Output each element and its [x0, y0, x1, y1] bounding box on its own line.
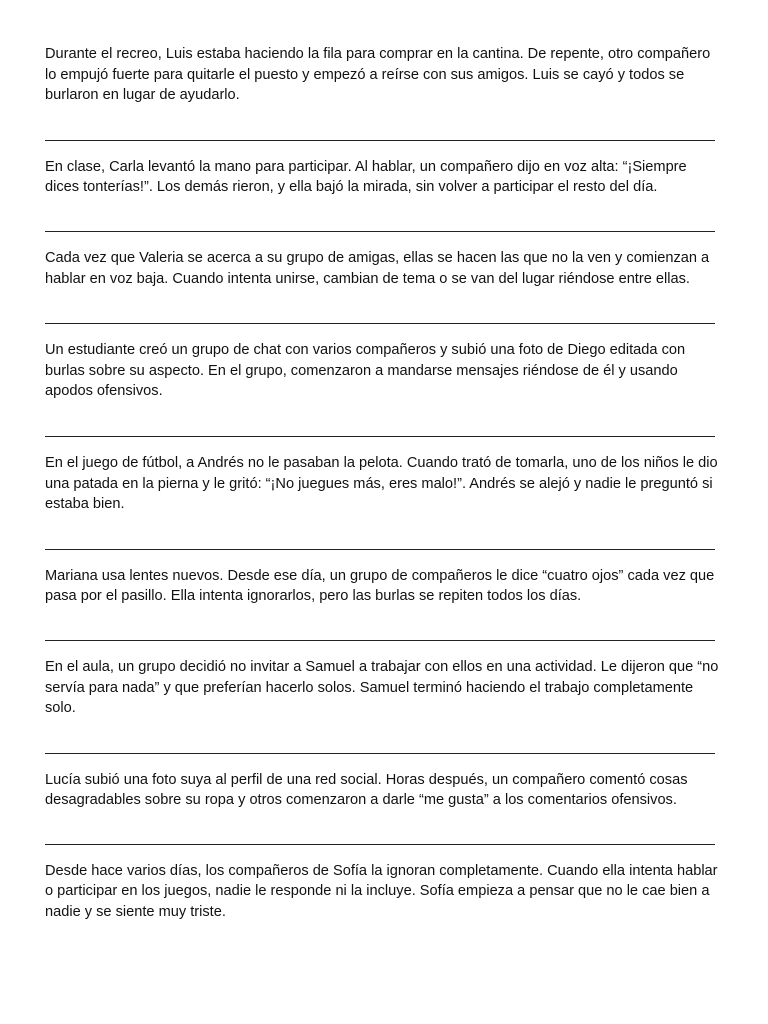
scenario-text: En el juego de fútbol, a Andrés no le pasaban la pelota. Cuando trató de tomarla, uno de los niños le dio una patada en la pierna y le gritó: “¡No juegues más, eres malo!”. Andrés se alejó y nadie le preguntó si estaba bien.: [45, 454, 718, 513]
scenario-text: En clase, Carla levantó la mano para participar. Al hablar, un compañero dijo en voz alta: “¡Siempre dices tonterías!”. Los demás rieron, y ella bajó la mirada, sin volver a participar el resto del día.: [45, 158, 687, 196]
answer-line[interactable]: [45, 640, 715, 641]
answer-line[interactable]: [45, 844, 715, 845]
scenario-9: [45, 861, 721, 923]
answer-line[interactable]: [45, 140, 715, 141]
scenario-4: [45, 340, 721, 437]
worksheet-page: [45, 44, 721, 923]
answer-line[interactable]: [45, 323, 715, 324]
scenario-text: Cada vez que Valeria se acerca a su grupo de amigas, ellas se hacen las que no la ven y comienzan a hablar en voz baja. Cuando intenta unirse, cambian de tema o se van del lugar riéndose entre ellas.: [45, 249, 710, 287]
scenario-1: [45, 44, 721, 141]
scenario-text: Durante el recreo, Luis estaba haciendo la fila para comprar en la cantina. De repente, otro compañero lo empujó fuerte para quitarle el puesto y empezó a reírse con sus amigos. Luis se cayó y todos se burlaron en lugar de ayudarlo.: [45, 46, 711, 104]
scenario-text: Desde hace varios días, los compañeros de Sofía la ignoran completamente. Cuando ella intenta hablar o participar en los juegos, nadie le responde ni la incluye. Sofía empieza a pensar que no le cae bien a nadie y se siente muy triste.: [45, 862, 718, 921]
scenario-8: [45, 770, 721, 845]
scenario-text: Un estudiante creó un grupo de chat con varios compañeros y subió una foto de Diego editada con burlas sobre su aspecto. En el grupo, comenzaron a mandarse mensajes riéndose de él y usando apodos ofensivos.: [45, 342, 686, 400]
answer-line[interactable]: [45, 549, 715, 550]
scenario-7: [45, 657, 721, 754]
scenario-5: [45, 453, 721, 550]
answer-line[interactable]: [45, 753, 715, 754]
answer-line[interactable]: [45, 231, 715, 232]
scenario-3: [45, 248, 721, 324]
scenario-text: En el aula, un grupo decidió no invitar a Samuel a trabajar con ellos en una actividad. Le dijeron que “no servía para nada” y que preferían hacerlo solos. Samuel terminó haciendo el trabajo completamente solo.: [45, 658, 719, 717]
scenario-6: [45, 566, 721, 641]
scenario-2: [45, 157, 721, 232]
answer-line[interactable]: [45, 436, 715, 437]
scenario-text: Mariana usa lentes nuevos. Desde ese día, un grupo de compañeros le dice “cuatro ojos” cada vez que pasa por el pasillo. Ella intenta ignorarlos, pero las burlas se repiten todos los días.: [45, 567, 715, 605]
scenario-text: Lucía subió una foto suya al perfil de una red social. Horas después, un compañero comentó cosas desagradables sobre su ropa y otros comenzaron a darle “me gusta” a los comentarios ofensivos.: [45, 771, 688, 809]
